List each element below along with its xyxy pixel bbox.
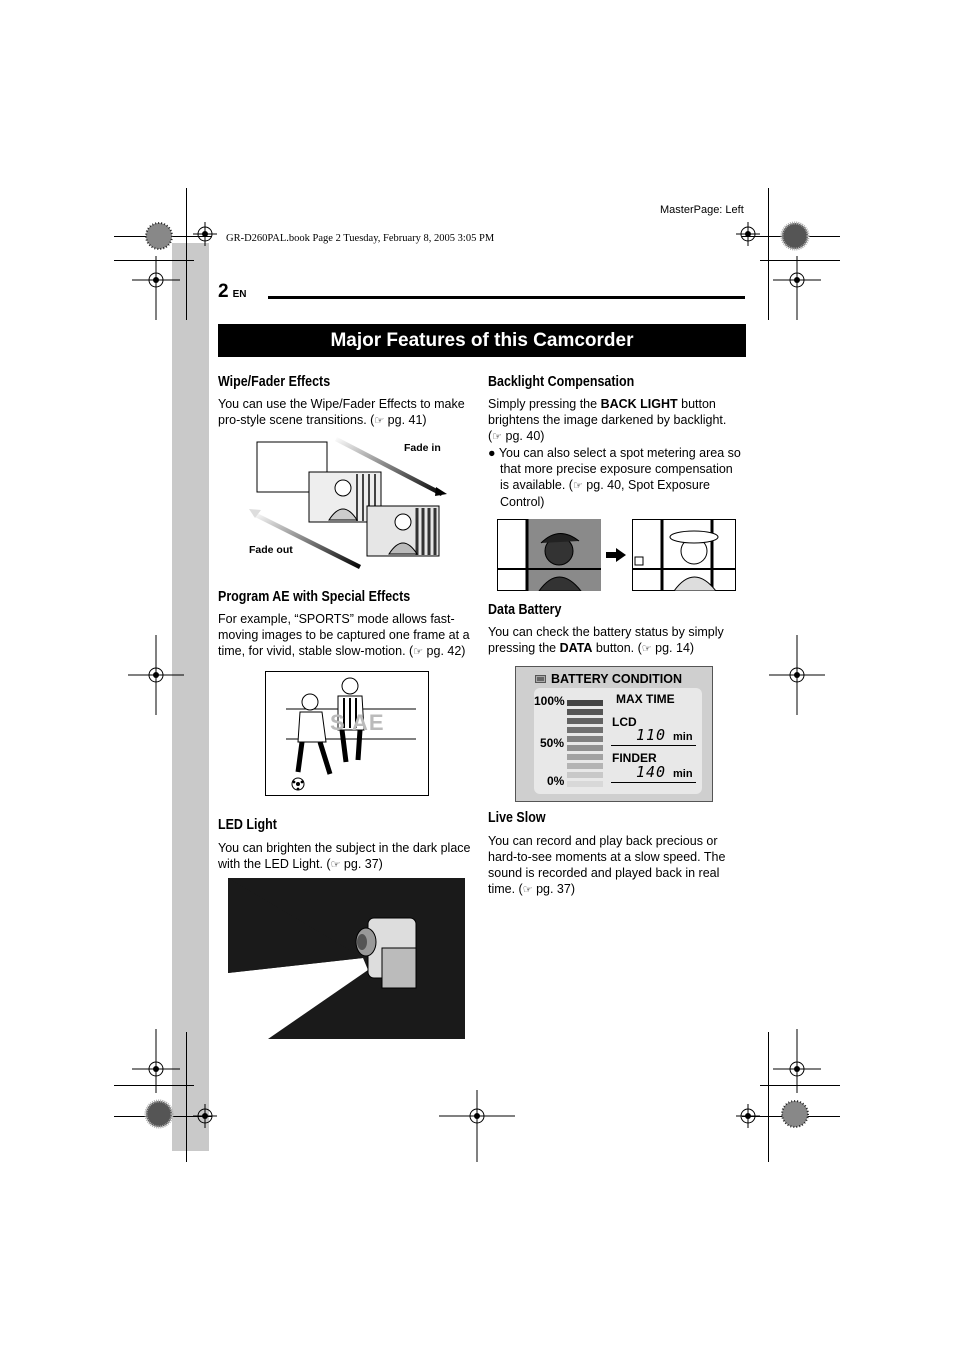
battery-gauge-segment — [567, 700, 603, 706]
data-battery-text — [488, 624, 748, 657]
battery-gauge-segment — [567, 745, 603, 751]
button-name: DATA — [559, 641, 593, 655]
text-line — [488, 396, 748, 412]
text-line: that more precise exposure compensation — [500, 462, 733, 476]
battery-panel-title: BATTERY CONDITION — [551, 672, 683, 686]
text-line: For example, “SPORTS” mode allows fast- — [218, 612, 455, 626]
battery-level-0: 0% — [547, 774, 565, 788]
battery-gauge-segment — [567, 772, 603, 778]
battery-level-100: 100% — [534, 694, 565, 708]
text-line: You can brighten the subject in the dark place — [218, 841, 471, 855]
heading-data-battery: Data Battery — [488, 602, 562, 618]
sports-mode-illustration — [265, 671, 429, 796]
finder-label: FINDER — [612, 751, 657, 765]
battery-gauge-segment — [567, 763, 603, 769]
backlight-after-image — [632, 519, 736, 591]
bullet-item — [488, 445, 748, 461]
text-fragment: is available. ( — [500, 478, 573, 492]
finder-time-unit: min — [673, 768, 693, 780]
text-line: moving images to be captured one frame at a — [218, 628, 470, 642]
text-fragment: pressing the — [488, 641, 560, 655]
book-info-line: GR-D260PAL.book Page 2 Tuesday, February 8, 2005 3:05 PM — [226, 233, 495, 244]
text-fragment: time. ( — [488, 882, 523, 896]
pointing-hand-icon: ☞ — [492, 431, 503, 443]
battery-gauge-segment — [567, 754, 603, 760]
page-language: EN — [232, 289, 247, 300]
text-fragment: button — [677, 397, 716, 411]
text-line: You can use the Wipe/Fader Effects to make — [218, 397, 465, 411]
wipe-fader-text — [218, 396, 478, 429]
text-fragment: with the LED Light. ( — [218, 857, 331, 871]
fade-out-label: Fade out — [249, 544, 293, 556]
text-line — [488, 640, 748, 657]
pointing-hand-icon: ☞ — [641, 643, 652, 655]
text-line: brightens the image darkened by backlight. — [488, 413, 727, 427]
text-fragment: pro-style scene transitions. ( — [218, 413, 375, 427]
heading-program-ae: Program AE with Special Effects — [218, 589, 411, 605]
header-rule — [268, 296, 745, 299]
page-number-value: 2 — [218, 281, 229, 302]
text-line — [488, 881, 748, 898]
backlight-before-image — [497, 519, 601, 591]
finder-underline — [611, 782, 696, 783]
button-name: BACK LIGHT — [600, 397, 678, 411]
bullet-dot-icon: ● — [488, 446, 499, 460]
pointing-hand-icon: ☞ — [413, 646, 424, 658]
lcd-underline — [611, 745, 696, 746]
soccer-ball-icon — [291, 777, 305, 791]
text-fragment: pg. 37) — [340, 857, 383, 871]
battery-gauge-segment — [567, 709, 603, 715]
pointing-hand-icon: ☞ — [374, 415, 385, 427]
text-line: You can check the battery status by simply — [488, 625, 724, 639]
text-line — [488, 428, 748, 445]
text-fragment: pg. 14) — [651, 641, 695, 655]
lcd-label: LCD — [612, 715, 637, 729]
live-slow-text — [488, 833, 748, 898]
text-fragment: pg. 40, Spot Exposure — [582, 478, 710, 492]
text-fragment: You can also select a spot metering area so — [498, 446, 741, 460]
heading-backlight: Backlight Compensation — [488, 374, 635, 390]
battery-condition-panel — [515, 666, 713, 802]
pointing-hand-icon: ☞ — [572, 480, 583, 492]
heading-led-light: LED Light — [218, 817, 277, 833]
text-fragment: time, for vivid, stable slow-motion. ( — [218, 644, 414, 658]
lcd-time-value: 110 — [636, 726, 667, 744]
battery-gauge-segment — [567, 736, 603, 742]
text-line: hard-to-see moments at a slow speed. The — [488, 850, 726, 864]
mode-overlay-text: S AE — [330, 710, 385, 735]
battery-gauge-segment — [567, 718, 603, 724]
lcd-time-unit: min — [673, 731, 693, 743]
heading-wipe-fader: Wipe/Fader Effects — [218, 374, 331, 390]
battery-level-50: 50% — [540, 736, 565, 750]
text-fragment: button. ( — [592, 641, 642, 655]
text-line — [218, 856, 483, 873]
max-time-label: MAX TIME — [616, 692, 675, 706]
text-fragment: pg. 40) — [502, 429, 545, 443]
heading-live-slow: Live Slow — [488, 810, 546, 826]
fade-in-label: Fade in — [404, 442, 441, 454]
text-fragment: pg. 42) — [423, 644, 466, 658]
right-arrow-icon — [606, 548, 626, 562]
text-line: Control) — [500, 495, 545, 509]
text-fragment: Simply pressing the — [488, 397, 601, 411]
program-ae-text — [218, 611, 480, 660]
battery-gauge-segment — [567, 727, 603, 733]
led-light-illustration — [228, 878, 465, 1039]
text-line — [218, 643, 480, 660]
battery-gauge-segment — [567, 781, 603, 787]
backlight-text — [488, 396, 748, 510]
page-title-banner: Major Features of this Camcorder — [218, 324, 746, 357]
pointing-hand-icon: ☞ — [330, 859, 341, 871]
text-line — [488, 477, 748, 494]
master-page-label: MasterPage: Left — [660, 204, 744, 216]
text-line — [218, 412, 478, 429]
text-fragment: ( — [488, 429, 493, 443]
led-light-text — [218, 840, 483, 873]
finder-time-value: 140 — [636, 763, 667, 781]
text-line: You can record and play back precious or — [488, 834, 718, 848]
text-fragment: pg. 37) — [532, 882, 575, 896]
battery-icon — [535, 675, 547, 683]
text-line: sound is recorded and played back in real — [488, 866, 720, 880]
text-fragment: pg. 41) — [384, 413, 427, 427]
page-number — [218, 281, 246, 303]
pointing-hand-icon: ☞ — [522, 884, 533, 896]
